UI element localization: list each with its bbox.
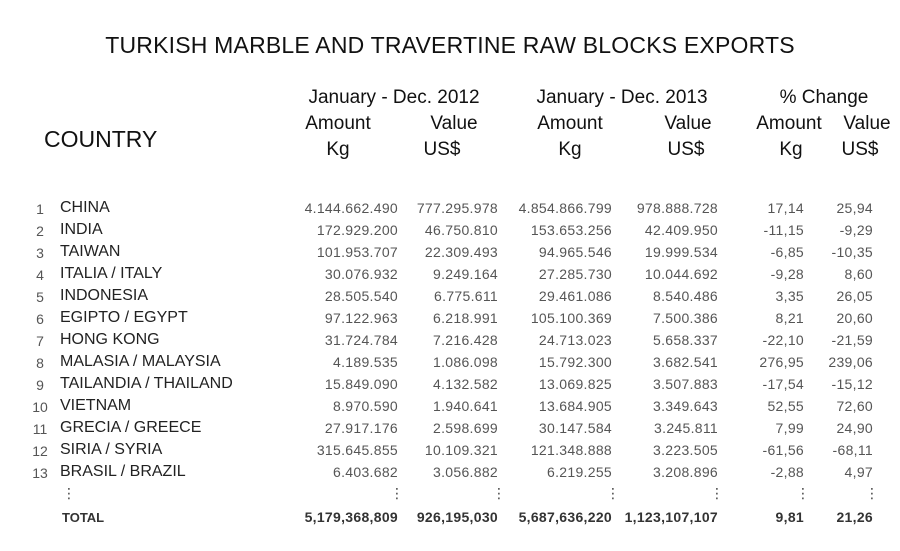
country-name: HONG KONG bbox=[60, 331, 160, 348]
amount-change: 276,95 bbox=[759, 354, 804, 370]
ellipsis-amount-change: ⋮ bbox=[796, 485, 810, 501]
amount-2012: 315.645.855 bbox=[316, 442, 398, 458]
row-number: 10 bbox=[32, 399, 48, 415]
total-amount-change: 9,81 bbox=[775, 509, 804, 525]
country-name: GRECIA / GREECE bbox=[60, 419, 202, 436]
amount-2012: 28.505.540 bbox=[324, 288, 398, 304]
value-2012: 1.086.098 bbox=[433, 354, 498, 370]
table-row bbox=[0, 396, 900, 418]
amount-2013: 15.792.300 bbox=[538, 354, 612, 370]
row-number: 6 bbox=[36, 311, 44, 327]
value-2013-header: Value bbox=[664, 113, 712, 134]
total-row bbox=[0, 508, 900, 530]
value-2012: 3.056.882 bbox=[433, 464, 498, 480]
table-row bbox=[0, 352, 900, 374]
amount-2012: 6.403.682 bbox=[333, 464, 398, 480]
amount-2013: 24.713.023 bbox=[538, 332, 612, 348]
total-amount-2013: 5,687,636,220 bbox=[518, 509, 612, 525]
value-2012-header: Value bbox=[430, 113, 478, 134]
value-2013: 978.888.728 bbox=[636, 200, 718, 216]
period-2013-header: January - Dec. 2013 bbox=[536, 87, 708, 108]
value-2013: 42.409.950 bbox=[644, 222, 718, 238]
table-row bbox=[0, 440, 900, 462]
country-name: VIETNAM bbox=[60, 397, 132, 414]
amount-2013: 13.069.825 bbox=[538, 376, 612, 392]
value-2013: 3.208.896 bbox=[653, 464, 718, 480]
amount-2013: 13.684.905 bbox=[538, 398, 612, 414]
value-2013: 7.500.386 bbox=[653, 310, 718, 326]
value-2012: 777.295.978 bbox=[416, 200, 498, 216]
value-change: 20,60 bbox=[836, 310, 873, 326]
value-2013: 8.540.486 bbox=[653, 288, 718, 304]
amount-2012: 8.970.590 bbox=[333, 398, 398, 414]
value-change: 8,60 bbox=[844, 266, 873, 282]
country-name: SIRIA / SYRIA bbox=[60, 441, 163, 458]
amount-2013: 153.653.256 bbox=[530, 222, 612, 238]
value-2013: 3.682.541 bbox=[653, 354, 718, 370]
usd-2013-header: US$ bbox=[667, 139, 705, 160]
row-number: 11 bbox=[32, 421, 48, 437]
value-2013: 19.999.534 bbox=[644, 244, 718, 260]
total-value-change: 21,26 bbox=[836, 509, 873, 525]
table-row bbox=[0, 198, 900, 220]
page-title: TURKISH MARBLE AND TRAVERTINE RAW BLOCKS EXPORTS bbox=[105, 32, 795, 58]
value-change: 239,06 bbox=[828, 354, 873, 370]
amount-2013: 6.219.255 bbox=[547, 464, 612, 480]
amount-2013: 30.147.584 bbox=[538, 420, 612, 436]
value-2012: 46.750.810 bbox=[424, 222, 498, 238]
row-number: 9 bbox=[36, 377, 44, 393]
amount-2012: 172.929.200 bbox=[316, 222, 398, 238]
table-row bbox=[0, 308, 900, 330]
country-name: CHINA bbox=[60, 199, 110, 216]
value-2012: 1.940.641 bbox=[433, 398, 498, 414]
country-header: COUNTRY bbox=[44, 126, 158, 152]
amount-change: -2,88 bbox=[770, 464, 804, 480]
total-label: TOTAL bbox=[62, 510, 105, 525]
amount-2012: 97.122.963 bbox=[324, 310, 398, 326]
usd-2012-header: US$ bbox=[423, 139, 461, 160]
amount-2013: 121.348.888 bbox=[530, 442, 612, 458]
amount-2012: 101.953.707 bbox=[316, 244, 398, 260]
amount-2013-header: Amount bbox=[537, 113, 603, 134]
ellipsis-value-2013: ⋮ bbox=[710, 485, 724, 501]
row-number: 3 bbox=[36, 245, 44, 261]
value-change: 4,97 bbox=[844, 464, 873, 480]
amount-change: -22,10 bbox=[762, 332, 804, 348]
table-row bbox=[0, 264, 900, 286]
table-row bbox=[0, 462, 900, 484]
amount-2013: 27.285.730 bbox=[538, 266, 612, 282]
amount-change: 8,21 bbox=[775, 310, 804, 326]
change-header: % Change bbox=[779, 87, 869, 108]
value-2012: 2.598.699 bbox=[433, 420, 498, 436]
amount-2012: 15.849.090 bbox=[324, 376, 398, 392]
amount-2012: 30.076.932 bbox=[324, 266, 398, 282]
value-2013: 3.349.643 bbox=[653, 398, 718, 414]
amount-2012: 4.189.535 bbox=[333, 354, 398, 370]
amount-change: 7,99 bbox=[775, 420, 804, 436]
usd-change-header: US$ bbox=[841, 139, 879, 160]
table-row bbox=[0, 220, 900, 242]
amount-change: -9,28 bbox=[770, 266, 804, 282]
value-change: 24,90 bbox=[836, 420, 873, 436]
country-name: TAIWAN bbox=[60, 243, 121, 260]
table-row bbox=[0, 418, 900, 440]
country-name: MALASIA / MALAYSIA bbox=[60, 353, 221, 370]
amount-change: -11,15 bbox=[763, 222, 804, 238]
value-2012: 22.309.493 bbox=[424, 244, 498, 260]
value-change: 25,94 bbox=[836, 200, 873, 216]
amount-2012: 27.917.176 bbox=[324, 420, 398, 436]
value-change: -15,12 bbox=[831, 376, 873, 392]
value-2013: 3.223.505 bbox=[653, 442, 718, 458]
country-name: TAILANDIA / THAILAND bbox=[60, 375, 233, 392]
amount-change-header: Amount bbox=[756, 113, 822, 134]
ellipsis-value-2012: ⋮ bbox=[492, 485, 506, 501]
amount-change: 3,35 bbox=[775, 288, 804, 304]
value-2013: 3.245.811 bbox=[654, 420, 718, 436]
value-2012: 7.216.428 bbox=[433, 332, 498, 348]
value-2013: 10.044.692 bbox=[644, 266, 718, 282]
value-2012: 4.132.582 bbox=[433, 376, 498, 392]
value-change-header: Value bbox=[843, 113, 891, 134]
row-number: 1 bbox=[36, 201, 44, 217]
total-value-2013: 1,123,107,107 bbox=[624, 509, 718, 525]
amount-2012: 4.144.662.490 bbox=[304, 200, 398, 216]
table-row bbox=[0, 374, 900, 396]
ellipsis-country: ⋮ bbox=[62, 485, 76, 501]
kg-2012-header: Kg bbox=[326, 139, 350, 160]
amount-2012: 31.724.784 bbox=[324, 332, 398, 348]
amount-2013: 4.854.866.799 bbox=[518, 200, 612, 216]
value-2013: 5.658.337 bbox=[653, 332, 718, 348]
value-change: -68,11 bbox=[832, 442, 873, 458]
ellipsis-amount-2012: ⋮ bbox=[390, 485, 404, 501]
kg-change-header: Kg bbox=[779, 139, 803, 160]
kg-2013-header: Kg bbox=[558, 139, 582, 160]
country-name: INDONESIA bbox=[60, 287, 149, 304]
ellipsis-value-change: ⋮ bbox=[865, 485, 879, 501]
value-2012: 6.218.991 bbox=[433, 310, 498, 326]
value-2012: 6.775.611 bbox=[434, 288, 498, 304]
amount-change: -6,85 bbox=[770, 244, 804, 260]
value-2012: 9.249.164 bbox=[433, 266, 498, 282]
value-change: -21,59 bbox=[831, 332, 873, 348]
amount-2013: 29.461.086 bbox=[538, 288, 612, 304]
row-number: 5 bbox=[36, 289, 44, 305]
row-number: 8 bbox=[36, 355, 44, 371]
period-2012-header: January - Dec. 2012 bbox=[308, 87, 480, 108]
ellipsis-amount-2013: ⋮ bbox=[606, 485, 620, 501]
amount-2013: 105.100.369 bbox=[530, 310, 612, 326]
country-name: INDIA bbox=[60, 221, 103, 238]
row-number: 7 bbox=[36, 333, 44, 349]
amount-change: -61,56 bbox=[762, 442, 804, 458]
value-change: -9,29 bbox=[839, 222, 873, 238]
country-name: EGIPTO / EGYPT bbox=[60, 309, 188, 326]
row-number: 2 bbox=[36, 223, 44, 239]
table-row bbox=[0, 242, 900, 264]
amount-change: -17,54 bbox=[762, 376, 804, 392]
value-2012: 10.109.321 bbox=[424, 442, 498, 458]
value-change: 26,05 bbox=[836, 288, 873, 304]
amount-2012-header: Amount bbox=[305, 113, 371, 134]
country-name: BRASIL / BRAZIL bbox=[60, 463, 186, 480]
row-number: 12 bbox=[32, 443, 48, 459]
total-value-2012: 926,195,030 bbox=[416, 509, 498, 525]
amount-change: 17,14 bbox=[767, 200, 804, 216]
table-row bbox=[0, 330, 900, 352]
value-change: 72,60 bbox=[836, 398, 873, 414]
amount-2013: 94.965.546 bbox=[538, 244, 612, 260]
table-row bbox=[0, 286, 900, 308]
country-name: ITALIA / ITALY bbox=[60, 265, 163, 282]
total-amount-2012: 5,179,368,809 bbox=[304, 509, 398, 525]
value-change: -10,35 bbox=[831, 244, 873, 260]
row-number: 4 bbox=[36, 267, 44, 283]
value-2013: 3.507.883 bbox=[653, 376, 718, 392]
amount-change: 52,55 bbox=[767, 398, 804, 414]
row-number: 13 bbox=[32, 465, 48, 481]
